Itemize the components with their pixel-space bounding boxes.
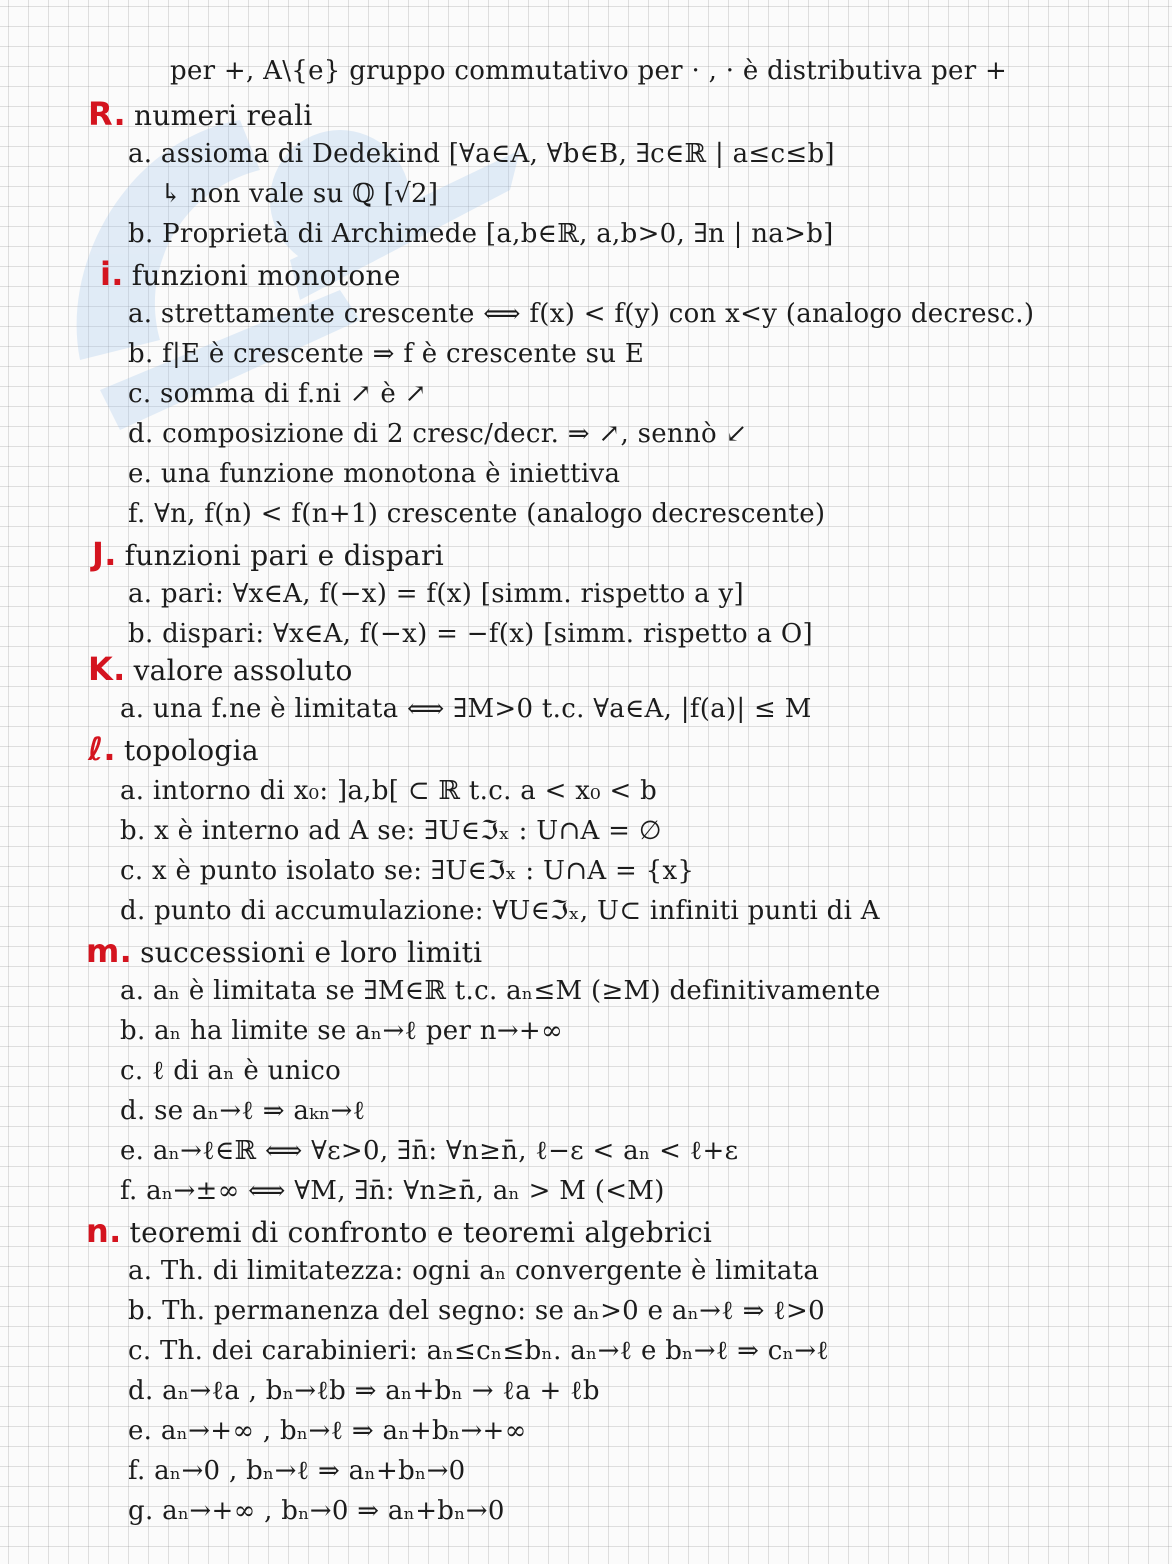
note-line [128,1252,819,1290]
note-text: a. intorno di x₀: ]a,b[ ⊂ ℝ t.c. a < x₀ < b [120,776,658,806]
note-text: b. x è interno ad A se: ∃U∈ℑₓ : U∩A = ∅ [120,816,662,846]
section-title: teoremi di confronto e teoremi algebrici [129,1216,713,1249]
note-line [128,1412,527,1450]
note-text: f. aₙ→±∞ ⟺ ∀M, ∃n̄: ∀n≥n̄, aₙ > M (<M) [120,1176,665,1206]
note-line [120,772,657,810]
note-text: b. aₙ ha limite se aₙ→ℓ per n→+∞ [120,1016,563,1046]
note-text: a. assioma di Dedekind [∀a∈A, ∀b∈B, ∃c∈ℝ | a≤c≤b] [128,139,835,169]
note-text: d. se aₙ→ℓ ⇒ aₖₙ→ℓ [120,1096,366,1126]
note-text: d. aₙ→ℓa , bₙ→ℓb ⇒ aₙ+bₙ → ℓa + ℓb [128,1376,600,1406]
note-line [120,1132,738,1170]
note-text: d. punto di accumulazione: ∀U∈ℑₓ, U⊂ infiniti punti di A [120,896,880,926]
note-text: e. aₙ→ℓ∈ℝ ⟺ ∀ε>0, ∃n̄: ∀n≥n̄, ℓ−ε < aₙ < ℓ+ε [120,1136,739,1166]
note-line [120,1172,665,1210]
note-text: e. una funzione monotona è iniettiva [128,459,621,489]
section-heading [88,650,353,690]
note-line [120,1052,341,1090]
note-line [128,455,620,493]
section-heading [88,730,259,770]
section-marker: i. [100,255,124,293]
note-text: c. ℓ di aₙ è unico [120,1056,342,1086]
section-marker: K. [88,650,126,688]
note-text: b. Proprietà di Archimede [a,b∈ℝ, a,b>0, ∃n | na>b] [128,219,834,249]
note-line [120,972,881,1010]
note-line [128,335,644,373]
note-text: ↳ non vale su ℚ [√2] [160,179,439,209]
note-line [120,1012,563,1050]
note-text: a. strettamente crescente ⟺ f(x) < f(y) con x<y (analogo decresc.) [128,299,1035,329]
note-line [120,690,812,728]
note-line [128,1332,829,1370]
section-marker: R. [88,95,126,133]
note-line [128,415,748,453]
note-text: c. Th. dei carabinieri: aₙ≤cₙ≤bₙ. aₙ→ℓ e bₙ→ℓ ⇒ cₙ→ℓ [128,1336,830,1366]
section-heading [88,95,313,135]
section-marker: ℓ. [88,730,116,768]
section-heading [86,1212,712,1252]
note-text: a. una f.ne è limitata ⟺ ∃M>0 t.c. ∀a∈A, |f(a)| ≤ M [120,694,812,724]
note-text: c. x è punto isolato se: ∃U∈ℑₓ : U∩A = {x} [120,856,695,886]
note-line [120,1092,365,1130]
section-title: numeri reali [134,99,313,132]
note-line [128,295,1034,333]
note-line [120,892,880,930]
section-marker: n. [86,1212,122,1250]
section-title: valore assoluto [133,654,353,687]
section-title: funzioni monotone [131,259,401,292]
note-text: f. aₙ→0 , bₙ→ℓ ⇒ aₙ+bₙ→0 [128,1456,466,1486]
note-text: a. pari: ∀x∈A, f(−x) = f(x) [simm. rispetto a y] [128,579,744,609]
section-title: successioni e loro limiti [140,936,483,969]
note-text: f. ∀n, f(n) < f(n+1) crescente (analogo decrescente) [128,499,826,529]
note-text: e. aₙ→+∞ , bₙ→ℓ ⇒ aₙ+bₙ→+∞ [128,1416,527,1446]
note-line [128,1292,825,1330]
note-line [128,615,813,653]
note-line [128,1452,466,1490]
note-line [128,135,835,173]
note-line [128,495,825,533]
section-heading [92,535,444,575]
note-text: b. dispari: ∀x∈A, f(−x) = −f(x) [simm. rispetto a O] [128,619,813,649]
note-line [128,375,427,413]
note-line [120,852,694,890]
note-text: b. f|E è crescente ⇒ f è crescente su E [128,339,645,369]
section-heading [100,255,401,295]
note-line [170,52,1007,90]
section-marker: J. [92,535,117,573]
note-text: a. aₙ è limitata se ∃M∈ℝ t.c. aₙ≤M (≥M) definitivamente [120,976,881,1006]
note-text: c. somma di f.ni ↗ è ↗ [128,379,427,409]
note-text: g. aₙ→+∞ , bₙ→0 ⇒ aₙ+bₙ→0 [128,1496,505,1526]
note-line [128,215,834,253]
section-title: funzioni pari e dispari [124,539,444,572]
note-line [160,175,438,213]
note-text: d. composizione di 2 cresc/decr. ⇒ ↗, sennò ↙ [128,419,748,449]
note-text: per +, A\{e} gruppo commutativo per · , · è distributiva per + [170,56,1008,86]
note-line [128,1372,600,1410]
note-text: a. Th. di limitatezza: ogni aₙ convergente è limitata [128,1256,820,1286]
note-line [120,812,662,850]
section-title: topologia [123,734,259,767]
note-line [128,1492,505,1530]
section-marker: m. [86,932,133,970]
note-text: b. Th. permanenza del segno: se aₙ>0 e aₙ→ℓ ⇒ ℓ>0 [128,1296,825,1326]
note-line [128,575,744,613]
section-heading [86,932,482,972]
